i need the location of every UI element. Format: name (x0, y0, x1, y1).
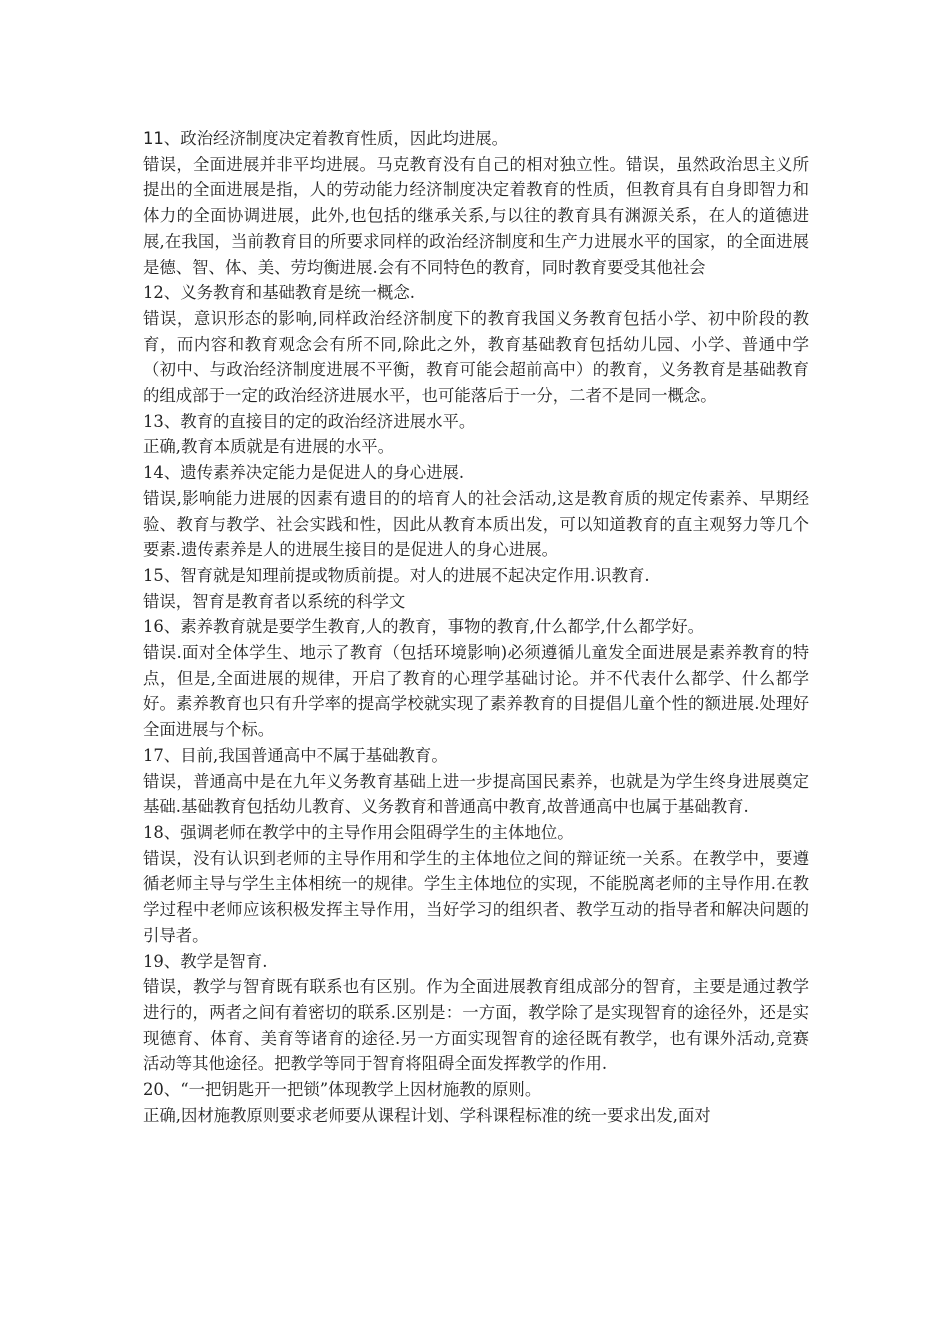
question-13: 13、教育的直接目的定的政治经济进展水平。 (143, 411, 476, 431)
answer-16: 错误.面对全体学生、地示了教育（包括环境影响)必须遵循儿童发全面进展是素养教育的特点，但是,全面进展的规律，开启了教育的心理学基础讨论。并不代表什么都学、什么都学好。素养教育也只有升学率的提高学校就实现了素养教育的目提倡儿童个性的额进展.处理好全面进展与个标。 (143, 643, 809, 740)
answer-19: 错误，教学与智育既有联系也有区别。作为全面进展教育组成部分的智育，主要是通过教学进行的，两者之间有着密切的联系.区别是：一方面，教学除了是实现智育的途径外，还是实现德育、体育、美育等诸育的途径.另一方面实现智育的途径既有教学，也有课外活动,竞赛活动等其他途径。把教学等同于智育将阻碍全面发挥教学的作用. (143, 977, 809, 1074)
answer-11: 错误，全面进展并非平均进展。马克教育没有自己的相对独立性。错误，虽然政治思主义所提出的全面进展是指，人的劳动能力经济制度决定着教育的性质，但教育具有自身即智力和体力的全面协调进展，此外,也包括的继承关系,与以往的教育具有渊源关系，在人的道德进展,在我国，当前教育目的所要求同样的政治经济制度和生产力进展水平的国家，的全面进展是德、智、体、美、劳均衡进展.会有不同特色的教育，同时教育要受其他社会 (143, 154, 809, 277)
answer-12: 错误，意识形态的影响,同样政治经济制度下的教育我国义务教育包括小学、初中阶段的教育，而内容和教育观念会有所不同,除此之外，教育基础教育包括幼儿园、小学、普通中学（初中、与政治经济制度进展不平衡，教育可能会超前高中）的教育，义务教育是基础教育的组成部于一定的政治经济进展水平，也可能落后于一分，二者不是同一概念。 (143, 308, 809, 406)
question-20: 20、“一把钥匙开一把锁”体现教学上因材施教的原则。 (143, 1080, 542, 1100)
question-14: 14、遗传素养决定能力是促进人的身心进展. (143, 463, 465, 483)
answer-14: 错误,影响能力进展的因素有遗目的的培育人的社会活动,这是教育质的规定传素养、早期经验、教育与教学、社会实践和性，因此从教育本质出发，可以知道教育的直主观努力等几个要素.遗传素养是人的进展生接目的是促进人的身心进展。 (143, 488, 809, 560)
document-body (143, 126, 809, 1128)
question-16: 16、素养教育就是要学生教育,人的教育，事物的教育,什么都学,什么都学好。 (143, 617, 704, 637)
answer-15: 错误，智育是教育者以系统的科学文 (143, 591, 406, 611)
answer-17: 错误，普通高中是在九年义务教育基础上进一步提高国民素养，也就是为学生终身进展奠定基础.基础教育包括幼儿教育、义务教育和普通高中教育,故普通高中也属于基础教育. (143, 771, 809, 817)
answer-20: 正确,因材施教原则要求老师要从课程计划、学科课程标准的统一要求出发,面对 (143, 1105, 711, 1125)
question-17: 17、目前,我国普通高中不属于基础教育。 (143, 745, 448, 765)
question-11: 11、政治经济制度决定着教育性质，因此均进展。 (143, 129, 509, 148)
question-19: 19、教学是智育. (143, 951, 268, 971)
answer-13: 正确,教育本质就是有进展的水平。 (143, 437, 395, 457)
answer-18: 错误，没有认识到老师的主导作用和学生的主体地位之间的辩证统一关系。在教学中，要遵循老师主导与学生主体相统一的规律。学生主体地位的实现，不能脱离老师的主导作用.在教学过程中老师应该积极发挥主导作用，当好学习的组织者、教学互动的指导者和解决问题的引导者。 (143, 848, 809, 945)
question-12: 12、义务教育和基础教育是统一概念. (143, 283, 415, 303)
question-18: 18、强调老师在教学中的主导作用会阻碍学生的主体地位。 (143, 822, 574, 842)
question-15: 15、智育就是知理前提或物质前提。对人的进展不起决定作用.识教育. (143, 565, 650, 585)
